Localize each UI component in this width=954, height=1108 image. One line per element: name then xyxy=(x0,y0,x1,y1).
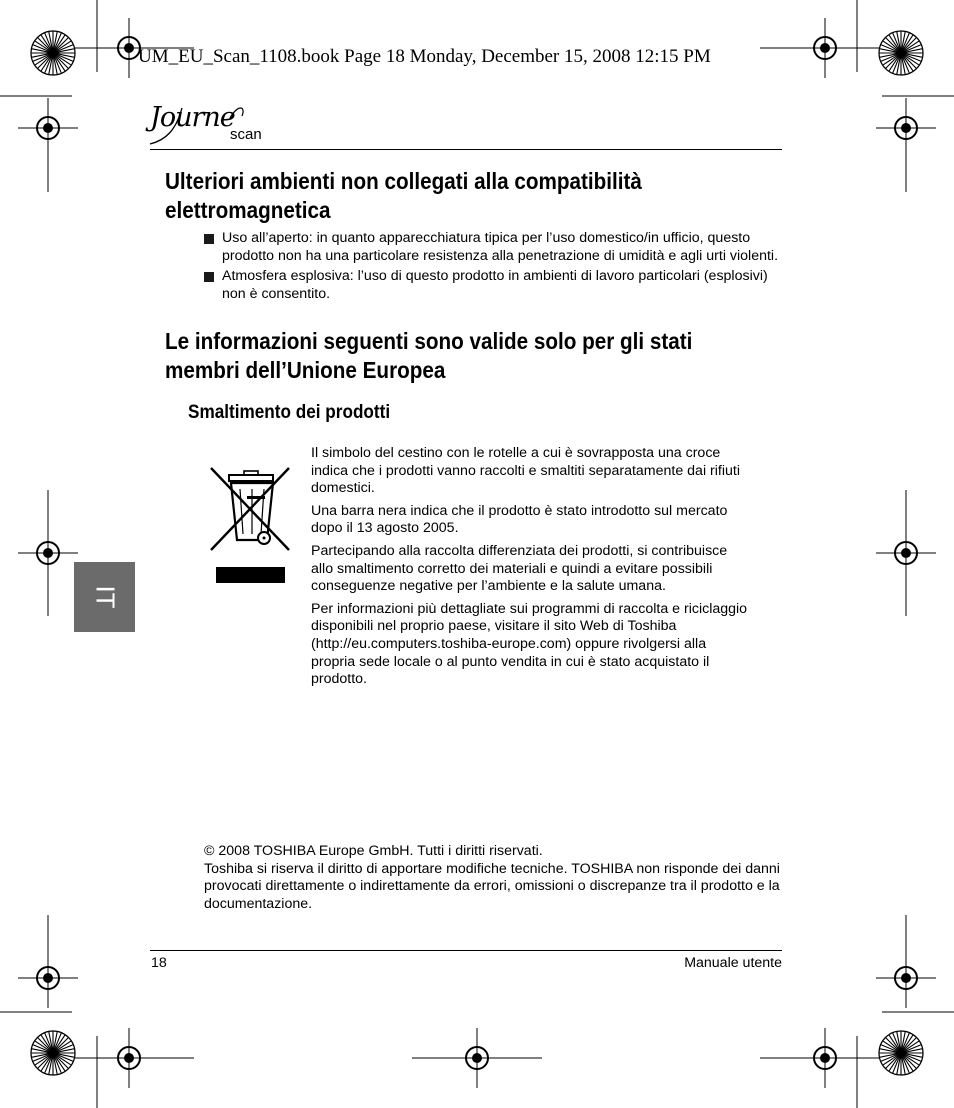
section1-title-line2: elettromagnetica xyxy=(165,197,331,223)
disposal-text-column xyxy=(311,445,751,694)
page-number: 18 xyxy=(151,955,167,971)
disposal-paragraph: Il simbolo del cestino con le rotelle a cui è sovrapposta una croce indica che i prodotti vanno raccolti e smaltiti separatamente dai rifiuti domestici. xyxy=(311,445,740,497)
journe-scan-logo xyxy=(146,100,276,150)
language-tab-label: IT xyxy=(90,585,120,609)
section2-title xyxy=(165,327,781,385)
section1-title-line1: Ulteriori ambienti non collegati alla compatibilità xyxy=(165,168,642,194)
black-square-bullet-icon xyxy=(204,234,214,244)
copyright-notice xyxy=(204,843,784,913)
logo-script: Journe xyxy=(150,102,235,133)
bullet-text: Uso all’aperto: in quanto apparecchiatura tipica per l’uso domestico/in ufficio, questo prodotto non ha una particolare resistenza alla penetrazione di umidità e agli urti violenti. xyxy=(222,230,779,264)
list-item xyxy=(204,230,784,265)
manual-title: Manuale utente xyxy=(684,955,782,971)
black-square-bullet-icon xyxy=(204,272,214,282)
list-item xyxy=(204,268,784,303)
disposal-paragraph: Partecipando alla raccolta differenziata dei prodotti, si contribuisce allo smaltimento corretto dei materiali e quindi a evitare possibili conseguenze negative per l’ambiente e la salute umana. xyxy=(311,542,728,595)
section2-title-line2: membri dell’Unione Europea xyxy=(165,357,446,383)
disposal-paragraph: Per informazioni più dettagliate sui programmi di raccolta e riciclaggio disponibili nel proprio paese, visitare il sito Web di Toshiba (http://eu.computers.toshiba-europe.com) oppure rivolgersi alla propria sede locale o al punto vendita in cui è stato acquistato il prodotto. xyxy=(311,600,748,688)
disposal-subheading: Smaltimento dei prodotti xyxy=(188,401,391,423)
header-rule xyxy=(150,149,782,150)
crossed-out-wheelie-bin-icon xyxy=(207,466,293,586)
copyright-line: © 2008 TOSHIBA Europe GmbH. Tutti i diritti riservati. xyxy=(204,843,543,859)
section2-title-line1: Le informazioni seguenti sono valide solo per gli stati xyxy=(165,328,693,354)
logo-word: scan xyxy=(230,126,262,143)
disposal-paragraph: Una barra nera indica che il prodotto è stato introdotto sul mercato dopo il 13 agosto 2005. xyxy=(311,502,728,537)
book-header-line: UM_EU_Scan_1108.book Page 18 Monday, December 15, 2008 12:15 PM xyxy=(138,46,711,67)
disclaimer-text: Toshiba si riserva il diritto di apportare modifiche tecniche. TOSHIBA non risponde dei danni provocati direttamente o indirettamente da errori, omissioni o discrepanze tra il prodotto e la documentazione. xyxy=(204,860,780,912)
section1-title xyxy=(165,167,781,225)
language-side-tab xyxy=(74,562,135,632)
bullet-text: Atmosfera esplosiva: l’uso di questo prodotto in ambienti di lavoro particolari (esplosivi) non è consentito. xyxy=(222,268,768,302)
section1-bullet-list xyxy=(204,230,784,306)
footer-rule xyxy=(150,950,782,951)
